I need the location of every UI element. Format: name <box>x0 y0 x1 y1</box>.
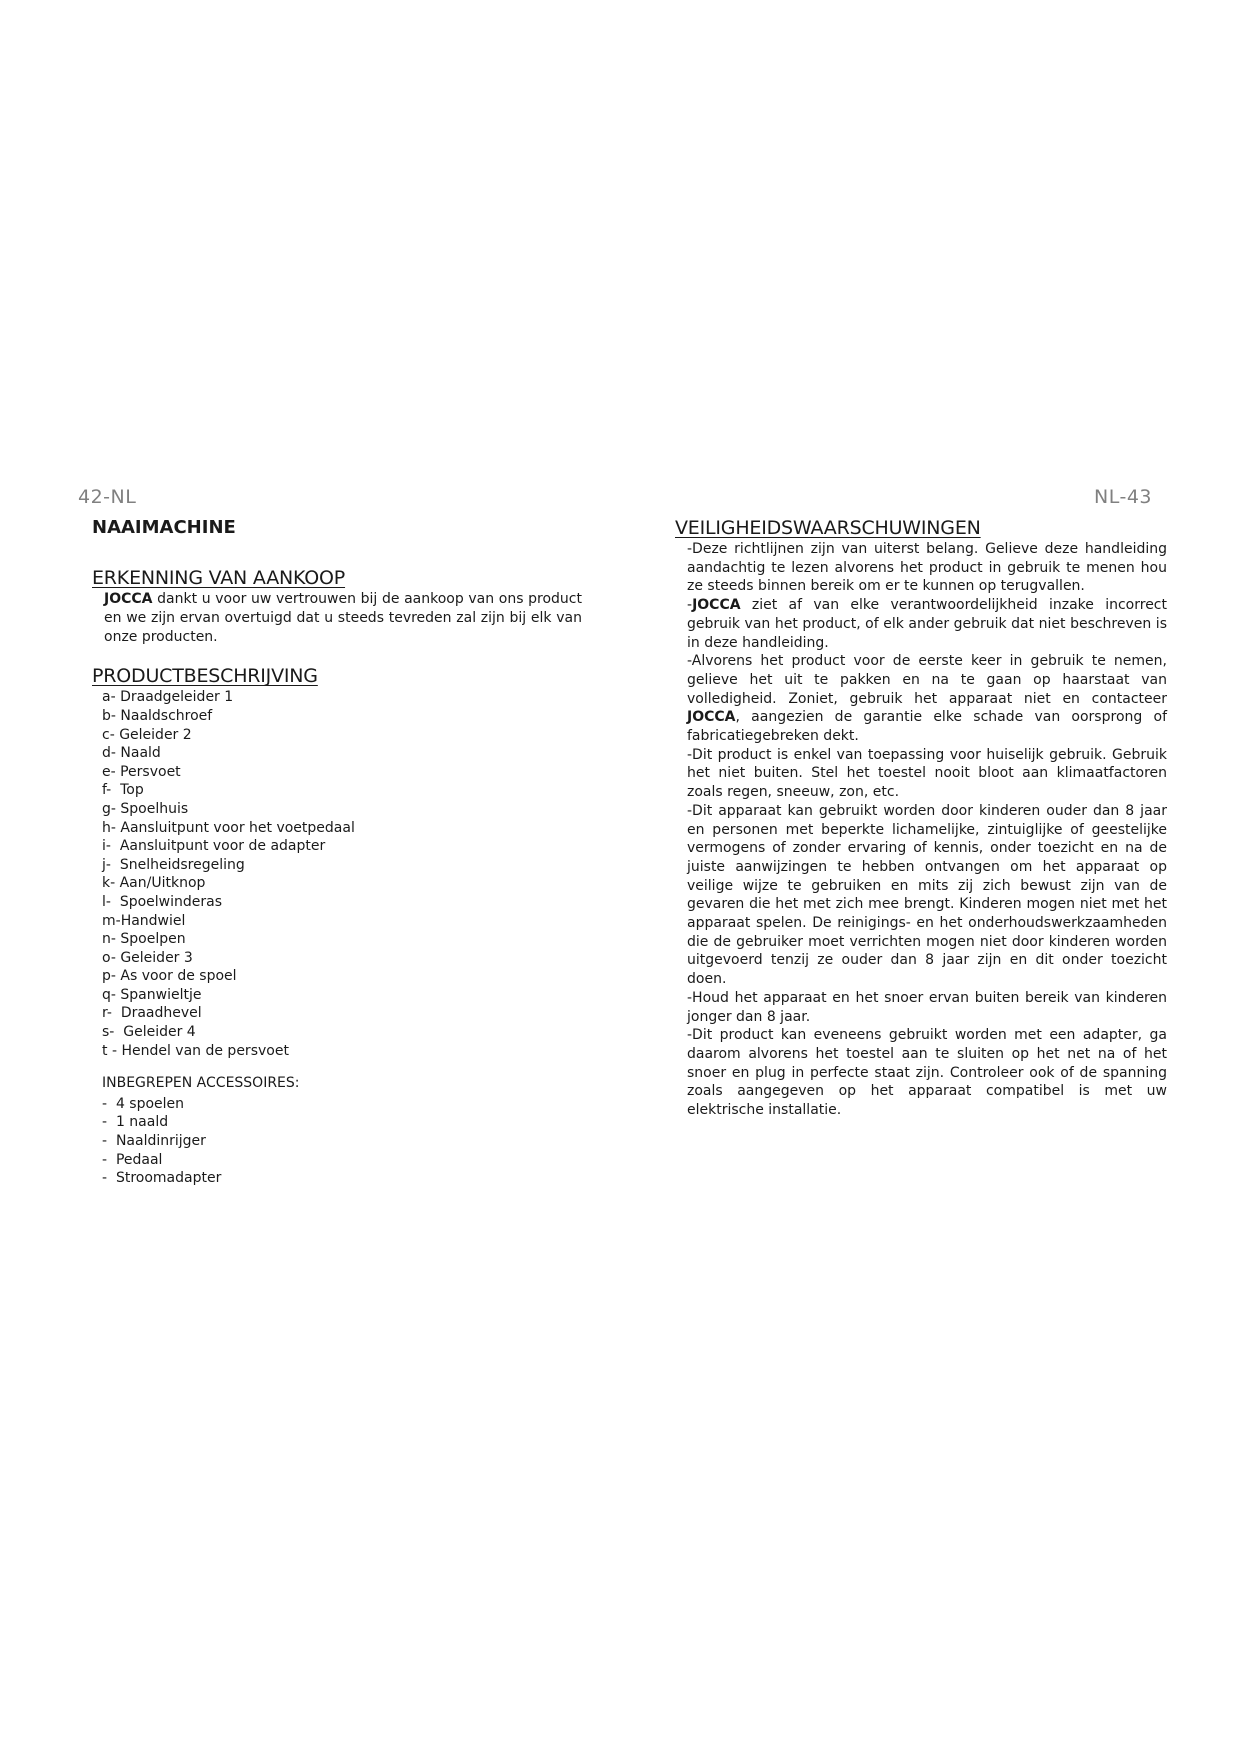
accessory-item: - Pedaal <box>102 1151 592 1170</box>
warning-2 <box>687 596 1167 652</box>
part-item: m-Handwiel <box>102 912 186 929</box>
accessory-item: - Naaldinrijger <box>102 1132 592 1151</box>
purchase-body: dankt u voor uw vertrouwen bij de aankoop van ons product en we zijn ervan overtuigd dat u steeds tevreden zal zijn bij elk van onze producten. <box>104 591 582 645</box>
part-item: d- Naald <box>102 745 161 762</box>
part-item: t - Hendel van de persvoet <box>102 1042 289 1059</box>
accessories-heading: INBEGREPEN ACCESSOIRES: <box>102 1075 300 1092</box>
part-item: e- Persvoet <box>102 763 181 780</box>
page-number-right: NL-43 <box>1094 486 1152 508</box>
part-item: s- Geleider 4 <box>102 1024 196 1041</box>
part-item: k- Aan/Uitknop <box>102 875 206 892</box>
left-page <box>92 516 592 1188</box>
part-item: h- Aansluitpunt voor het voetpedaal <box>102 819 355 836</box>
product-heading: PRODUCTBESCHRIJVING <box>92 665 318 688</box>
part-item: q- Spanwieltje <box>102 986 202 1003</box>
brand-name: JOCCA <box>104 591 153 607</box>
part-item: f- Top <box>102 782 144 799</box>
warning-3-text: -Alvorens het product voor de eerste keer in gebruik te nemen, gelieve het uit te pakken en na te gaan op haarstaat van volledigheid. Zoniet, gebruik het apparaat niet en contacteer <box>687 653 1167 707</box>
part-item: c- Geleider 2 <box>102 726 192 743</box>
part-item: n- Spoelpen <box>102 931 186 948</box>
part-item: r- Draadhevel <box>102 1005 202 1022</box>
safety-warnings <box>687 540 1167 1120</box>
part-item: g- Spoelhuis <box>102 800 189 817</box>
warning-5: -Dit apparaat kan gebruikt worden door kinderen ouder dan 8 jaar en personen met beperkte lichamelijke, zintuiglijke of geestelijke vermogens of zonder ervaring of kennis, onder toezicht en na de juiste aanwijzingen te hebben ontvangen om het apparaat op veilige wijze te gebruiken en mits zij zich bewust zijn van de gevaren die het met zich mee brengt. Kinderen mogen niet met het apparaat spelen. De reinigings- en het onderhoudswerkzaamheden die de gebruiker moet verrichten mogen niet door kinderen worden uitgevoerd tenzij ze ouder dan 8 jaar zijn en dit onder toezicht doen. <box>687 802 1167 988</box>
warning-2-text: ziet af van elke verantwoordelijkheid inzake incorrect gebruik van het product, of elk ander gebruik dat niet beschreven is in deze handleiding. <box>687 597 1167 651</box>
warning-2-brand: JOCCA <box>692 597 741 614</box>
part-item: b- Naaldschroef <box>102 707 213 724</box>
right-page <box>675 516 1175 1120</box>
part-item: i- Aansluitpunt voor de adapter <box>102 838 326 855</box>
part-item: o- Geleider 3 <box>102 949 193 966</box>
part-item: a- Draadgeleider 1 <box>102 689 234 706</box>
warning-3-text2: , aangezien de garantie elke schade van oorsprong of fabricatiegebreken dekt. <box>687 709 1167 745</box>
purchase-text <box>104 590 582 646</box>
warning-2-prefix: - <box>687 597 693 614</box>
warning-1: -Deze richtlijnen zijn van uiterst belang. Gelieve deze handleiding aandachtig te lezen alvorens het product in gebruik te menen hou ze steeds binnen bereik om er te kunnen op terugvallen. <box>687 541 1167 595</box>
accessories-list <box>102 1095 592 1188</box>
purchase-heading: ERKENNING VAN AANKOOP <box>92 567 346 589</box>
safety-heading: VEILIGHEIDSWAARSCHUWINGEN <box>675 517 981 539</box>
accessory-item: - 4 spoelen <box>102 1095 592 1114</box>
accessory-item: - Stroomadapter <box>102 1169 592 1188</box>
part-item: p- As voor de spoel <box>102 968 237 985</box>
parts-list <box>102 688 592 1060</box>
warning-7: -Dit product kan eveneens gebruikt worden met een adapter, ga daarom alvorens het toestel aan te sluiten op het net na of het snoer en plug in perfecte staat zijn. Controleer ook of de spanning zoals aangegeven op het apparaat compatibel is met uw elektrische installatie. <box>687 1027 1167 1119</box>
accessory-item: - 1 naald <box>102 1113 592 1132</box>
warning-4: -Dit product is enkel van toepassing voor huiselijk gebruik. Gebruik het niet buiten. Stel het toestel nooit bloot aan klimaatfactoren zoals regen, sneeuw, zon, etc. <box>687 746 1167 801</box>
part-item: j- Snelheidsregeling <box>102 856 245 873</box>
part-item: l- Spoelwinderas <box>102 893 223 910</box>
page-number-left: 42-NL <box>78 486 137 508</box>
warning-3-brand: JOCCA <box>687 709 736 726</box>
warning-6: -Houd het apparaat en het snoer ervan buiten bereik van kinderen jonger dan 8 jaar. <box>687 989 1167 1025</box>
warning-3 <box>687 652 1167 746</box>
document-title: NAAIMACHINE <box>92 517 236 538</box>
